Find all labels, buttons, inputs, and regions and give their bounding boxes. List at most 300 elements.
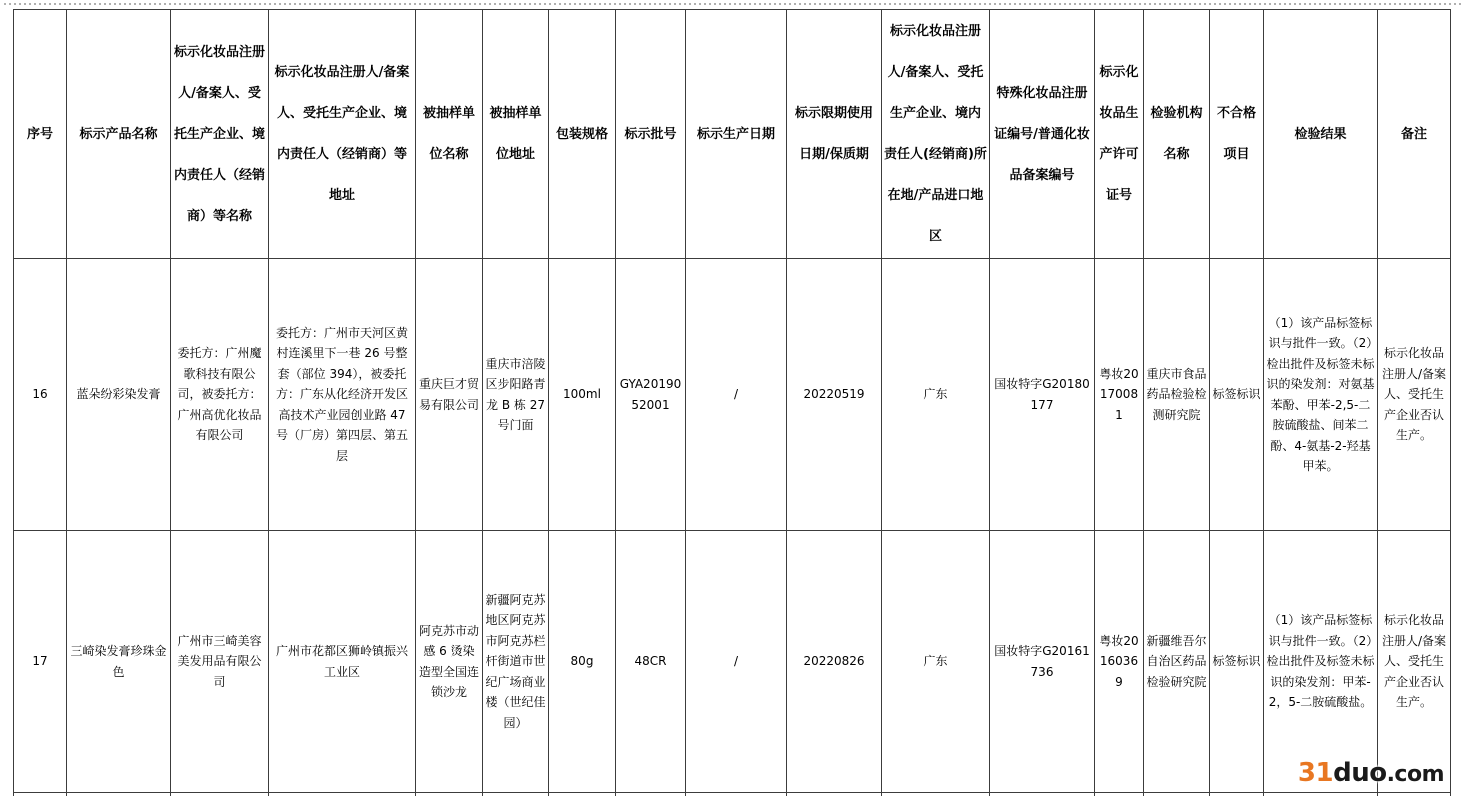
- border-dot: [1184, 3, 1186, 5]
- border-dot: [364, 3, 366, 5]
- watermark-letters: duo: [1333, 758, 1387, 788]
- col-header-region: 标示化妆品注册人/备案人、受托生产企业、境内责任人(经销商)所在地/产品进口地区: [882, 10, 990, 259]
- watermark-digits: 31: [1297, 758, 1334, 788]
- border-dot: [804, 3, 806, 5]
- border-dot: [1234, 3, 1236, 5]
- border-dot: [454, 3, 456, 5]
- border-dot: [959, 3, 961, 5]
- border-dot: [109, 3, 111, 5]
- cell-failed-item: 标签标识: [1210, 531, 1264, 793]
- border-dot: [689, 3, 691, 5]
- border-dot: [509, 3, 511, 5]
- border-dot: [494, 3, 496, 5]
- border-dot: [949, 3, 951, 5]
- border-dot: [784, 3, 786, 5]
- col-header-no: 序号: [14, 10, 67, 259]
- border-dot: [884, 3, 886, 5]
- border-dot: [514, 3, 516, 5]
- border-dot: [309, 3, 311, 5]
- border-dot: [449, 3, 451, 5]
- border-dot: [999, 3, 1001, 5]
- border-dot: [344, 3, 346, 5]
- border-dot: [84, 3, 86, 5]
- border-dot: [814, 3, 816, 5]
- border-dot: [749, 3, 751, 5]
- border-dot: [1324, 3, 1326, 5]
- border-dot: [869, 3, 871, 5]
- border-dot: [1254, 3, 1256, 5]
- border-dot: [644, 3, 646, 5]
- border-dot: [239, 3, 241, 5]
- border-dot: [1084, 3, 1086, 5]
- border-dot: [624, 3, 626, 5]
- border-dot: [9, 3, 11, 5]
- border-dot: [1169, 3, 1171, 5]
- table-header-row: [14, 10, 1451, 259]
- border-dot: [529, 3, 531, 5]
- border-dot: [764, 3, 766, 5]
- border-dot: [1214, 3, 1216, 5]
- border-dot: [469, 3, 471, 5]
- border-dot: [19, 3, 21, 5]
- border-dot: [1264, 3, 1266, 5]
- border-dot: [769, 3, 771, 5]
- border-dot: [269, 3, 271, 5]
- cell-inspection-agency: 重庆市食品药品检验检测研究院: [1144, 259, 1210, 531]
- border-dot: [669, 3, 671, 5]
- border-dot: [384, 3, 386, 5]
- border-dot: [594, 3, 596, 5]
- border-dot: [1289, 3, 1291, 5]
- col-header-license-no: 标示化妆品生产许可证号: [1095, 10, 1144, 259]
- border-dot: [1189, 3, 1191, 5]
- table-row: [14, 259, 1451, 531]
- cell-batch-no: 48CR: [616, 531, 686, 793]
- border-dot: [74, 3, 76, 5]
- cell-remark: 标示化妆品注册人/备案人、受托生产企业否认生产。: [1378, 259, 1451, 531]
- border-dot: [809, 3, 811, 5]
- border-dot: [1249, 3, 1251, 5]
- col-header-batch-no: 标示批号: [616, 10, 686, 259]
- cell-package-spec: 100ml: [549, 259, 616, 531]
- cell-result: （1）该产品标签标识与批件一致。（2）检出批件及标签未标识的染发剂：甲苯-2，5-二胺硫酸盐。: [1264, 531, 1378, 793]
- border-dot: [1319, 3, 1321, 5]
- border-dot: [1004, 3, 1006, 5]
- border-dot: [324, 3, 326, 5]
- border-dot: [249, 3, 251, 5]
- cell-company-address: 广州市花都区狮岭镇振兴工业区: [269, 531, 416, 793]
- border-dot: [879, 3, 881, 5]
- border-dot: [1124, 3, 1126, 5]
- cell-no: 17: [14, 531, 67, 793]
- border-dot: [1094, 3, 1096, 5]
- border-dot: [1229, 3, 1231, 5]
- border-dot: [439, 3, 441, 5]
- border-dot: [1339, 3, 1341, 5]
- cell-license-no: 粤妆20170081: [1095, 259, 1144, 531]
- border-dot: [254, 3, 256, 5]
- border-dot: [649, 3, 651, 5]
- border-dot: [1069, 3, 1071, 5]
- col-header-package-spec: 包装规格: [549, 10, 616, 259]
- border-dot: [444, 3, 446, 5]
- border-dot: [424, 3, 426, 5]
- border-dot: [1409, 3, 1411, 5]
- border-dot: [939, 3, 941, 5]
- border-dot: [459, 3, 461, 5]
- border-dot: [1369, 3, 1371, 5]
- cell-registration-no: 国妆特字G20161736: [990, 531, 1095, 793]
- border-dot: [64, 3, 66, 5]
- border-dot: [929, 3, 931, 5]
- cell-region: 广东: [882, 259, 990, 531]
- border-dot: [474, 3, 476, 5]
- border-dot: [39, 3, 41, 5]
- border-dot: [1009, 3, 1011, 5]
- border-dot: [359, 3, 361, 5]
- border-dot: [874, 3, 876, 5]
- border-dot: [1434, 3, 1436, 5]
- border-dot: [1139, 3, 1141, 5]
- border-dot: [744, 3, 746, 5]
- border-dot: [409, 3, 411, 5]
- border-dot: [374, 3, 376, 5]
- border-dot: [1404, 3, 1406, 5]
- table-row-partial: [14, 793, 1451, 796]
- border-dot: [1449, 3, 1451, 5]
- col-header-registration-no: 特殊化妆品注册证编号/普通化妆品备案编号: [990, 10, 1095, 259]
- border-dot: [319, 3, 321, 5]
- border-dot: [1194, 3, 1196, 5]
- border-dot: [1379, 3, 1381, 5]
- border-dot: [289, 3, 291, 5]
- border-dot: [1179, 3, 1181, 5]
- border-dot: [229, 3, 231, 5]
- border-dot: [519, 3, 521, 5]
- col-header-remark: 备注: [1378, 10, 1451, 259]
- border-dot: [904, 3, 906, 5]
- border-dot: [389, 3, 391, 5]
- border-dot: [124, 3, 126, 5]
- border-dot: [1349, 3, 1351, 5]
- border-dot: [44, 3, 46, 5]
- border-dot: [954, 3, 956, 5]
- border-dot: [609, 3, 611, 5]
- border-dot: [79, 3, 81, 5]
- border-dot: [1044, 3, 1046, 5]
- border-dot: [134, 3, 136, 5]
- border-dot: [194, 3, 196, 5]
- border-dot: [794, 3, 796, 5]
- border-dot: [24, 3, 26, 5]
- cell-package-spec: 80g: [549, 531, 616, 793]
- border-dot: [234, 3, 236, 5]
- cell-no: 16: [14, 259, 67, 531]
- border-dot: [1309, 3, 1311, 5]
- border-dot: [894, 3, 896, 5]
- border-dot: [989, 3, 991, 5]
- border-dot: [534, 3, 536, 5]
- cell-company-address: 委托方：广州市天河区黄村连溪里下一巷 26 号整套（部位 394），被委托方：广东从化经济开发区高技术产业园创业路 47 号（厂房）第四层、第五层: [269, 259, 416, 531]
- border-dot: [1364, 3, 1366, 5]
- border-dot: [944, 3, 946, 5]
- border-dot: [119, 3, 121, 5]
- cell-region: 广东: [882, 531, 990, 793]
- border-dot: [404, 3, 406, 5]
- border-dot: [544, 3, 546, 5]
- watermark-suffix: .com: [1386, 762, 1444, 787]
- border-dot: [399, 3, 401, 5]
- border-dot: [709, 3, 711, 5]
- border-dot: [899, 3, 901, 5]
- border-dot: [934, 3, 936, 5]
- cell-product-name: 三崎染发膏珍珠金色: [67, 531, 171, 793]
- border-dot: [1314, 3, 1316, 5]
- border-dot: [1414, 3, 1416, 5]
- border-dot: [639, 3, 641, 5]
- border-dot: [1019, 3, 1021, 5]
- border-dot: [1384, 3, 1386, 5]
- border-dot: [839, 3, 841, 5]
- border-dot: [729, 3, 731, 5]
- border-dot: [1394, 3, 1396, 5]
- border-dot: [524, 3, 526, 5]
- border-dot: [304, 3, 306, 5]
- border-dot: [719, 3, 721, 5]
- border-dot: [1334, 3, 1336, 5]
- border-dot: [704, 3, 706, 5]
- border-dot: [369, 3, 371, 5]
- border-dot: [199, 3, 201, 5]
- border-dot: [919, 3, 921, 5]
- border-dot: [394, 3, 396, 5]
- border-dot: [284, 3, 286, 5]
- inspection-results-table: [13, 9, 1451, 796]
- border-dot: [429, 3, 431, 5]
- table-row: [14, 531, 1451, 793]
- cell-batch-no: GYA2019052001: [616, 259, 686, 531]
- border-dot: [274, 3, 276, 5]
- border-dot: [844, 3, 846, 5]
- border-dot: [1284, 3, 1286, 5]
- border-dot: [859, 3, 861, 5]
- border-dot: [1199, 3, 1201, 5]
- border-dot: [574, 3, 576, 5]
- border-dot: [149, 3, 151, 5]
- border-dot: [1219, 3, 1221, 5]
- border-dot: [114, 3, 116, 5]
- border-dot: [1119, 3, 1121, 5]
- border-dot: [464, 3, 466, 5]
- border-dot: [1049, 3, 1051, 5]
- border-dot: [259, 3, 261, 5]
- border-dot: [589, 3, 591, 5]
- border-dot: [224, 3, 226, 5]
- border-dot: [549, 3, 551, 5]
- border-dot: [49, 3, 51, 5]
- border-dot: [1374, 3, 1376, 5]
- col-header-inspection-agency: 检验机构名称: [1144, 10, 1210, 259]
- cell-sampled-unit-address: 新疆阿克苏地区阿克苏市阿克苏栏杆街道市世纪广场商业楼（世纪佳园）: [483, 531, 549, 793]
- border-dot: [1419, 3, 1421, 5]
- border-dot: [889, 3, 891, 5]
- col-header-expiry: 标示限期使用日期/保质期: [787, 10, 882, 259]
- cell-remark: 标示化妆品注册人/备案人、受托生产企业否认生产。: [1378, 531, 1451, 793]
- col-header-company-address: 标示化妆品注册人/备案人、受托生产企业、境内责任人（经销商）等地址: [269, 10, 416, 259]
- border-dot: [504, 3, 506, 5]
- cell-sampled-unit-name: 重庆巨才贸易有限公司: [416, 259, 483, 531]
- cell-company-name: 委托方：广州魔歌科技有限公司，被委托方：广州高优化妆品有限公司: [171, 259, 269, 531]
- border-dot: [434, 3, 436, 5]
- border-dot: [1454, 3, 1456, 5]
- cell-company-name: 广州市三崎美容美发用品有限公司: [171, 531, 269, 793]
- border-dot: [1014, 3, 1016, 5]
- border-dot: [219, 3, 221, 5]
- border-dot: [984, 3, 986, 5]
- border-dot: [1299, 3, 1301, 5]
- border-dot: [1429, 3, 1431, 5]
- border-dot: [684, 3, 686, 5]
- border-dot: [334, 3, 336, 5]
- cell-registration-no: 国妆特字G20180177: [990, 259, 1095, 531]
- border-dot: [599, 3, 601, 5]
- border-dot: [129, 3, 131, 5]
- border-dot: [354, 3, 356, 5]
- border-dot: [554, 3, 556, 5]
- border-dot: [584, 3, 586, 5]
- border-dot: [1359, 3, 1361, 5]
- cell-inspection-agency: 新疆维吾尔自治区药品检验研究院: [1144, 531, 1210, 793]
- border-dot: [1244, 3, 1246, 5]
- border-dot: [1279, 3, 1281, 5]
- border-dot: [419, 3, 421, 5]
- border-dot: [4, 3, 6, 5]
- border-dot: [1129, 3, 1131, 5]
- border-dot: [569, 3, 571, 5]
- border-dot: [1024, 3, 1026, 5]
- border-dot: [299, 3, 301, 5]
- col-header-company-name: 标示化妆品注册人/备案人、受托生产企业、境内责任人（经销商）等名称: [171, 10, 269, 259]
- border-dot: [564, 3, 566, 5]
- border-dot: [29, 3, 31, 5]
- border-dot: [659, 3, 661, 5]
- border-dot: [754, 3, 756, 5]
- border-dot: [1209, 3, 1211, 5]
- border-dot: [1274, 3, 1276, 5]
- border-dot: [1354, 3, 1356, 5]
- border-dot: [104, 3, 106, 5]
- border-dot: [1039, 3, 1041, 5]
- border-dot: [34, 3, 36, 5]
- border-dot: [734, 3, 736, 5]
- border-dot: [1074, 3, 1076, 5]
- border-dot: [714, 3, 716, 5]
- border-dot: [294, 3, 296, 5]
- border-dot: [1164, 3, 1166, 5]
- cell-license-no: 粤妆20160369: [1095, 531, 1144, 793]
- border-dot: [619, 3, 621, 5]
- border-dot: [1399, 3, 1401, 5]
- cell-product-name: 蓝朵纷彩染发膏: [67, 259, 171, 531]
- border-dot: [1259, 3, 1261, 5]
- border-dot: [69, 3, 71, 5]
- border-dot: [164, 3, 166, 5]
- border-dot: [864, 3, 866, 5]
- border-dot: [539, 3, 541, 5]
- border-dot: [204, 3, 206, 5]
- border-dot: [1029, 3, 1031, 5]
- border-dot: [1174, 3, 1176, 5]
- col-header-sampled-unit-name: 被抽样单位名称: [416, 10, 483, 259]
- border-dot: [559, 3, 561, 5]
- border-dot: [739, 3, 741, 5]
- border-dot: [1439, 3, 1441, 5]
- cell-expiry: 20220826: [787, 531, 882, 793]
- border-dot: [909, 3, 911, 5]
- border-dot: [189, 3, 191, 5]
- border-dot: [154, 3, 156, 5]
- col-header-failed-item: 不合格项目: [1210, 10, 1264, 259]
- border-dot: [244, 3, 246, 5]
- cell-result: （1）该产品标签标识与批件一致。（2）检出批件及标签未标识的染发剂：对氨基苯酚、甲苯-2,5-二胺硫酸盐、间苯二酚、4-氨基-2-羟基甲苯。: [1264, 259, 1378, 531]
- border-dot: [1304, 3, 1306, 5]
- border-dot: [1389, 3, 1391, 5]
- border-dot: [339, 3, 341, 5]
- border-dot: [214, 3, 216, 5]
- col-header-sampled-unit-address: 被抽样单位地址: [483, 10, 549, 259]
- border-dot: [159, 3, 161, 5]
- border-dot: [209, 3, 211, 5]
- cell-production-date: /: [686, 259, 787, 531]
- border-dot: [654, 3, 656, 5]
- border-dot: [94, 3, 96, 5]
- border-dot: [139, 3, 141, 5]
- border-dot: [819, 3, 821, 5]
- border-dot: [634, 3, 636, 5]
- border-dot: [1144, 3, 1146, 5]
- border-dot: [629, 3, 631, 5]
- border-dot: [779, 3, 781, 5]
- border-dot: [789, 3, 791, 5]
- border-dot: [184, 3, 186, 5]
- border-dot: [799, 3, 801, 5]
- border-dot: [1114, 3, 1116, 5]
- border-dot: [674, 3, 676, 5]
- border-dot: [1109, 3, 1111, 5]
- border-dot: [179, 3, 181, 5]
- border-dot: [1154, 3, 1156, 5]
- border-dot: [1459, 3, 1461, 5]
- border-dot: [89, 3, 91, 5]
- border-dot: [1149, 3, 1151, 5]
- border-dot: [279, 3, 281, 5]
- border-dot: [1424, 3, 1426, 5]
- border-dot: [994, 3, 996, 5]
- border-dot: [759, 3, 761, 5]
- border-dot: [99, 3, 101, 5]
- border-dot: [174, 3, 176, 5]
- cell-failed-item: 标签标识: [1210, 259, 1264, 531]
- border-dot: [699, 3, 701, 5]
- border-dot: [169, 3, 171, 5]
- border-dot: [1224, 3, 1226, 5]
- border-dot: [1269, 3, 1271, 5]
- border-dot: [1054, 3, 1056, 5]
- border-dot: [1089, 3, 1091, 5]
- border-dot: [774, 3, 776, 5]
- border-dot: [1059, 3, 1061, 5]
- col-header-production-date: 标示生产日期: [686, 10, 787, 259]
